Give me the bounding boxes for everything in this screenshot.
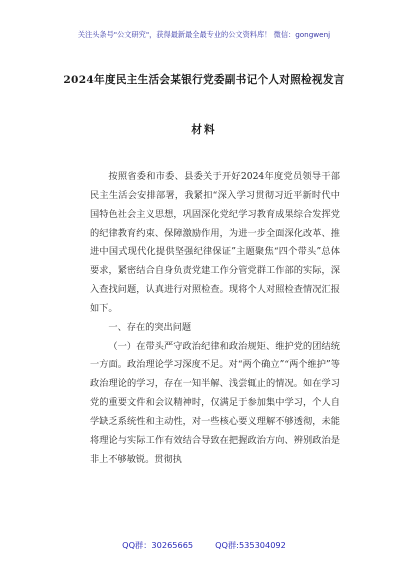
header-banner: 关注头条号"公文研究"，获得最新最全最专业的公文资料库！ 微信：gongwenj xyxy=(77,30,331,39)
document-title: 2024年度民主生活会某银行党委副书记个人对照检视发言 xyxy=(63,74,345,86)
document-title-continuation: 材料 xyxy=(191,124,217,136)
footer-qq-group-1: QQ群：30265665 xyxy=(122,540,194,550)
intro-paragraph: 按照省委和市委、县委关于开好2024年度党员领导干部民主生活会安排部署，我紧扣“深入学习贯彻习近平新时代中国特色社会主义思想，巩固深化党纪学习教育成果综合发挥党的纪律教育约束、保障激励作用，为进一步全面深化改革、推进中国式现代化提供坚强纪律保证”主题聚焦“四个带头”总体要求，紧密结合自身负责党建工作分管党群工作部的实际，深入查找问题，认真进行对照检查。现将个人对照检查情况汇报如下。 xyxy=(90,171,340,314)
footer-contact xyxy=(0,540,408,551)
document-body xyxy=(90,168,340,470)
body-paragraph: （一）在带头严守政治纪律和政治规矩、维护党的团结统一方面。政治理论学习深度不足。对“两个确立”“两个维护”等政治理论的学习，存在一知半解、浅尝辄止的情况。如在学习党的重要文件和会议精神时，仅满足于参加集中学习，个人自学缺乏系统性和主动性，对一些核心要义理解不够透彻，未能将理论与实际工作有效结合导致在把握政治方向、辨别政治是非上不够敏锐。贯彻执 xyxy=(90,340,340,465)
footer-qq-group-2: QQ群:535304092 xyxy=(215,540,286,550)
section-heading: 一、存在的突出问题 xyxy=(108,321,192,333)
